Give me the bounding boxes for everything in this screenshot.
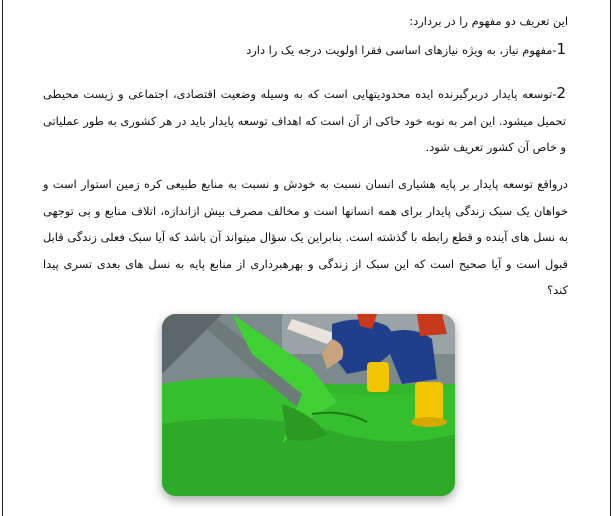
body-paragraph bbox=[43, 171, 568, 304]
intro-line bbox=[43, 8, 568, 35]
list-item-2 bbox=[43, 80, 566, 161]
item-2-text: -توسعه پایدار دربرگیرنده ایده محدودیتهایی است که به وسیله وضعیت اقتصادی، اجتماعی و زیست محیطی تحمیل میشود. این امر به نوبه خود حاکی از آن است که اهداف توسعه پایدار باید در هر کشوری به طور عملیاتی و خاص آن کشور تعریف شود. bbox=[43, 87, 566, 154]
item-1-text: -مفهوم نیاز، به ویژه نیازهای اساسی فقرا اولویت درجه یک را دارد bbox=[246, 43, 557, 57]
photo-illustration bbox=[162, 314, 455, 496]
document-page bbox=[2, 0, 611, 516]
paragraph-text: درواقع توسعه پایدار بر پایه هشیاری انسان نسبت به خودش و نسبت به منابع طبیعی کره زمین استوار است و خواهان یک سبک زندگی پایدار برای همه انسانها است و مخالف مصرف بیش ازاندازه، اتلاف منابع و بی توجهی به نسل های آینده و قطع رابطه با گذشته است. بنابراین یک سؤال میتواند آن باشد که آیا سبک فعلی زندگی قابل قبول است و آیا صحیح است که این سبک از زندگی و بهرهبرداری از منابع پایه به نسل های بعدی تسری پیدا کند؟ bbox=[43, 177, 568, 297]
item-2-number: 2 bbox=[556, 84, 566, 102]
item-1-number: 1 bbox=[556, 40, 566, 58]
intro-text: این تعریف دو مفهوم را در بردارد: bbox=[409, 14, 568, 28]
green-concrete-pour-photo bbox=[162, 314, 455, 496]
list-item-1 bbox=[43, 36, 566, 64]
